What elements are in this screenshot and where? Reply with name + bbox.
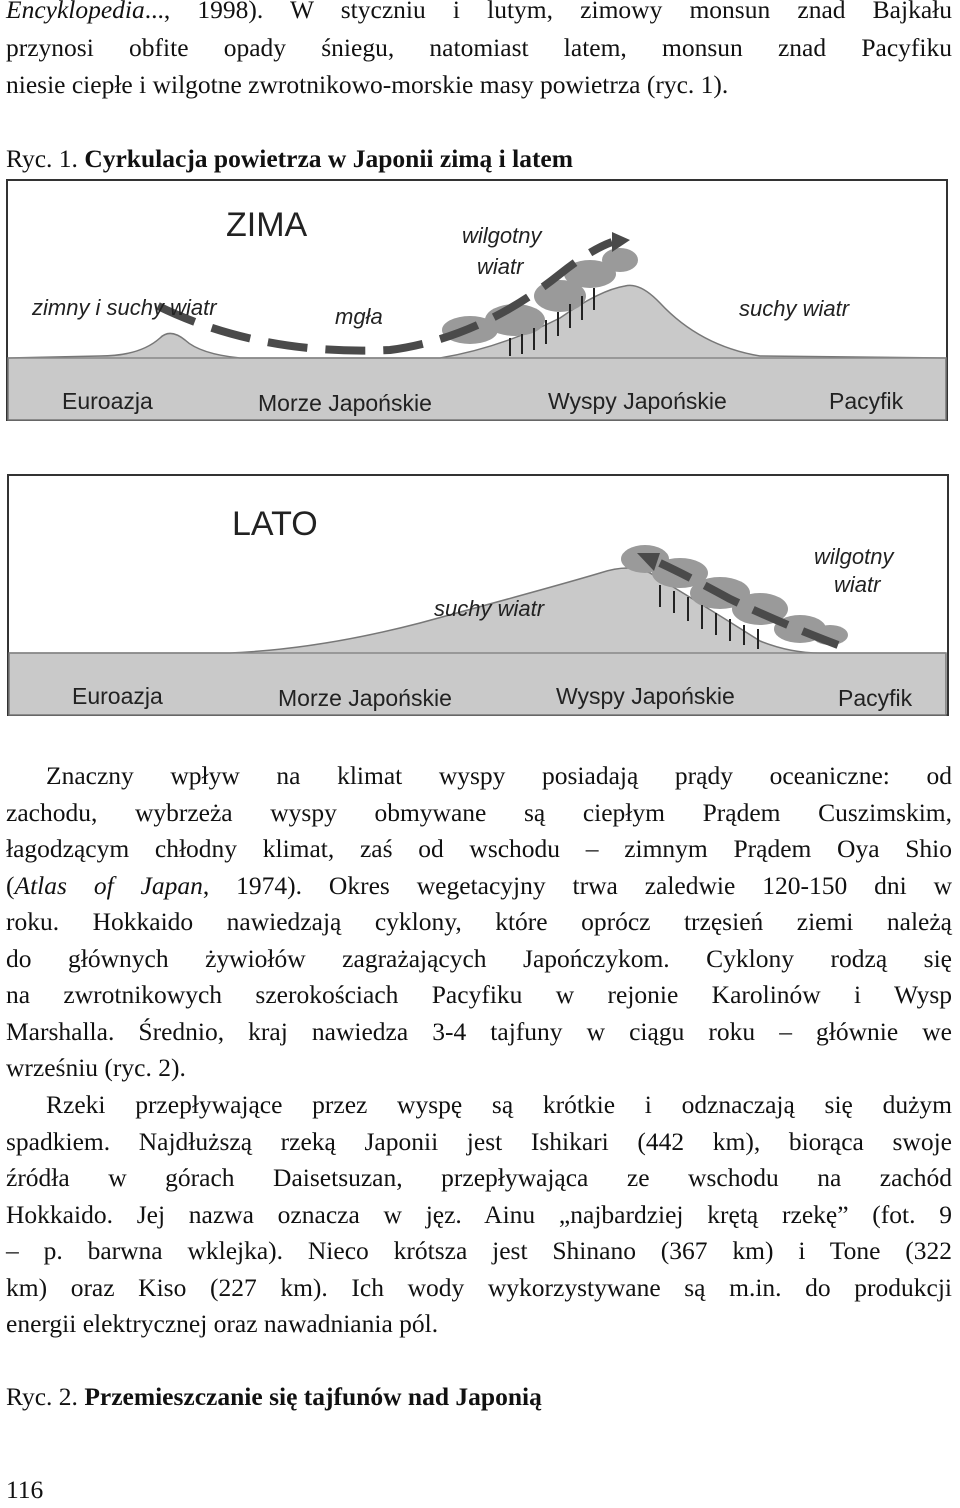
p1-line-2: zachodu, wybrzeża wyspy obmywane są ciepłym Prądem Cuszimskim,: [6, 798, 952, 827]
winter-fog-label: mgła: [335, 304, 383, 329]
figure-2-title: Przemieszczanie się tajfunów nad Japonią: [84, 1382, 542, 1411]
winter-wet-wind-label-2: wiatr: [477, 254, 524, 279]
p2-line-6: km) oraz Kiso (227 km). Ich wody wykorzystywane są m.in. do produkcji: [6, 1273, 952, 1302]
p1-line-8: Marshalla. Średnio, kraj nawiedza 3-4 tajfuny w ciągu roku – głównie we: [6, 1017, 952, 1046]
p2-line-5: – p. barwna wklejka). Nieco krótsza jest Shinano (367 km) i Tone (322: [6, 1236, 952, 1265]
p2-line-7: energii elektrycznej oraz nawadniania pól.: [6, 1309, 439, 1338]
winter-season-label: ZIMA: [226, 206, 308, 244]
p1-line-9: wrześniu (ryc. 2).: [6, 1053, 186, 1082]
p2-line-4: Hokkaido. Jej nazwa oznacza w jęz. Ainu „najbardziej krętą rzekę” (fot. 9: [6, 1200, 952, 1229]
figure-2-caption: [6, 1379, 952, 1415]
p1-line-5: roku. Hokkaido nawiedzają cyklony, które oprócz trzęsień ziemi należą: [6, 907, 952, 936]
figure-1-title: Cyrkulacja powietrza w Japonii zimą i latem: [84, 144, 573, 173]
winter-dry-wind-label: suchy wiatr: [739, 296, 850, 321]
p1-line-7: na zwrotnikowych szerokościach Pacyfiku w rejonie Karolinów i Wysp: [6, 980, 952, 1009]
summer-region-pacyfik: Pacyfik: [838, 685, 913, 711]
summer-region-euroazja: Euroazja: [72, 683, 163, 709]
winter-region-pacyfik: Pacyfik: [829, 388, 904, 414]
p1-line-1: Znaczny wpływ na klimat wyspy posiadają prądy oceaniczne: od: [46, 761, 952, 790]
intro-line-1: [6, 0, 952, 28]
figure-1-caption: [6, 141, 952, 177]
winter-cold-dry-wind-label: zimny i suchy wiatr: [32, 295, 217, 320]
p1-line-3: łagodzącym chłodny klimat, zaś od wschodu – zimnym Prądem Oya Shio: [6, 834, 952, 863]
winter-region-wyspy: Wyspy Japońskie: [548, 388, 727, 414]
summer-region-morze: Morze Japońskie: [278, 685, 452, 711]
p1-citation-italic: Atlas of Japan: [14, 871, 203, 900]
p1-line-4-rest: , 1974). Okres wegetacyjny trwa zaledwie 120-150 dni w: [202, 871, 953, 900]
winter-region-euroazja: Euroazja: [62, 388, 153, 414]
p1-line-4: [6, 868, 952, 904]
intro-line-2: przynosi obfite opady śniegu, natomiast latem, monsun znad Pacyfiku: [6, 33, 952, 62]
figure-2-label: Ryc. 2.: [6, 1382, 78, 1411]
p1-line-6: do głównych żywiołów zagrażających Japończykom. Cyklony rodzą się: [6, 944, 952, 973]
summer-wet-wind-label-2: wiatr: [834, 572, 881, 597]
summer-season-label: LATO: [232, 505, 318, 543]
summer-dry-wind-label: suchy wiatr: [434, 596, 545, 621]
intro-line-1-rest: ..., 1998). W styczniu i lutym, zimowy monsun znad Bajkału: [144, 0, 952, 24]
figure-1-label: Ryc. 1.: [6, 144, 78, 173]
summer-region-wyspy: Wyspy Japońskie: [556, 683, 735, 709]
winter-region-morze: Morze Japońskie: [258, 390, 432, 416]
p2-line-3: źródła w górach Daisetsuzan, przepływająca ze wschodu na zachód: [6, 1163, 952, 1192]
p2-line-2: spadkiem. Najdłuższą rzeką Japonii jest Ishikari (442 km), biorąca swoje: [6, 1127, 952, 1156]
intro-line-3: niesie ciepłe i wilgotne zwrotnikowo-morskie masy powietrza (ryc. 1).: [6, 70, 729, 99]
summer-wet-wind-label-1: wilgotny: [814, 544, 894, 569]
intro-citation-italic: Encyklopedia: [6, 0, 145, 24]
page-number: 116: [6, 1475, 44, 1504]
winter-circulation-diagram: [0, 178, 960, 424]
p2-line-1: Rzeki przepływające przez wyspę są krótkie i odznaczają się dużym: [46, 1090, 952, 1119]
p1-line-4-open: (: [6, 871, 15, 900]
winter-wet-wind-label-1: wilgotny: [462, 223, 542, 248]
summer-circulation-diagram: [0, 473, 960, 719]
